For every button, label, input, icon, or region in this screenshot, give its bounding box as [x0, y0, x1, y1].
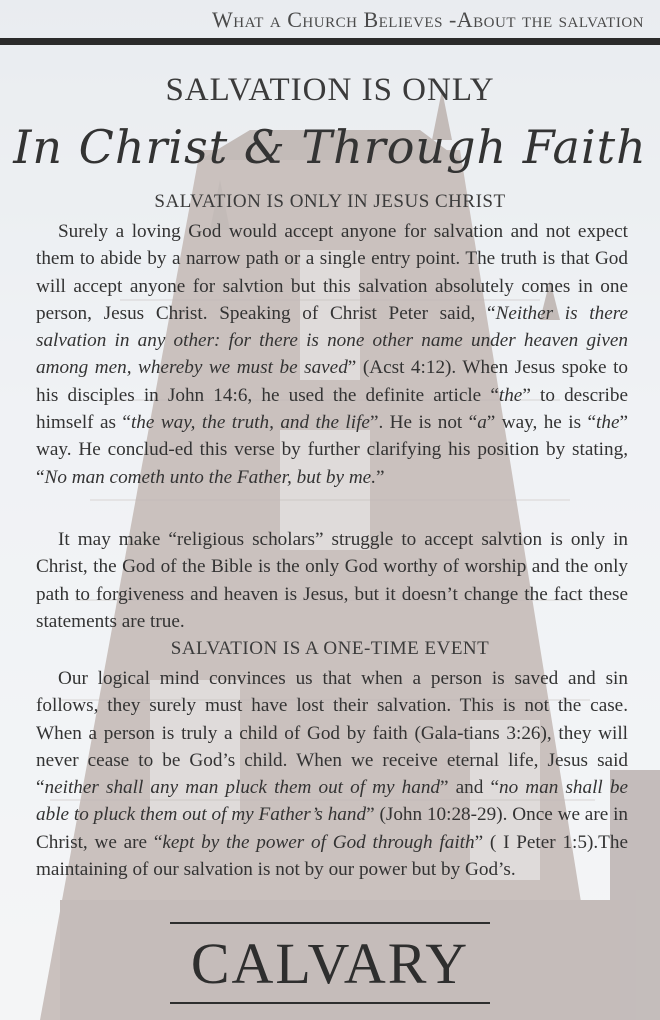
header-divider: [0, 38, 660, 45]
paragraph-2: It may make “religious scholars” struggle to accept salvtion is only in Christ, the God of the Bible is the only God worthy of worship and the only path to forgiveness and heaven is Jesus, but it doesn’t change the fact these statements are true.: [36, 529, 628, 632]
logo-bottom-rule: [170, 1002, 490, 1004]
cross-icon: [306, 924, 354, 1004]
page-title: SALVATION IS ONLY: [165, 72, 495, 108]
scripture-quote: No man cometh unto the Father, but by me.: [44, 466, 376, 488]
paragraph-3: Our logical mind convinces us that when a person is saved and sin follows, they surely must have lost their salvation. This is not the case. When a person is truly a child of God by faith (Gala-tians 3:26), they will never cease to be God’s child. When we receive eternal life, Jesus said “neither shall any man pluck them out of my hand” and “no man shall be able to pluck them out of my Father’s hand” (John 10:28-29). Once we are in Christ, we are “kept by the power of God through faith” ( I Peter 1:5).The maintaining of our salvation is not by our power but by God’s.: [36, 668, 628, 881]
section-heading-2: SALVATION IS A ONE-TIME EVENT: [170, 638, 490, 659]
scripture-quote: Neither is there salvation in any other: for there is none other name under heaven given among men, whereby we must be saved: [36, 302, 628, 379]
scripture-quote: neither shall any man pluck them out of my hand: [44, 777, 441, 799]
scripture-quote: kept by the power of God through faith: [162, 831, 475, 853]
scripture-quote: a: [477, 412, 487, 434]
page-subtitle: In Christ & Through Faith: [13, 120, 647, 174]
section-heading-1: SALVATION IS ONLY IN JESUS CHRIST: [154, 191, 506, 212]
header-text: What a Church Believes -About the salvation: [212, 7, 644, 32]
scripture-quote: the: [498, 384, 523, 406]
paragraph-1: Surely a loving God would accept anyone for salvation and not expect them to abide by a narrow path or a single entry point. The truth is that God will accept anyone for salvtion but this salvation absolutely comes in one person, Jesus Christ. Speaking of Christ Peter said, “Neither is there salvation in any other: for there is none other name under heaven given among men, whereby we must be saved” (Acst 4:12). When Jesus spoke to his disciples in John 14:6, he used the definite article “the” to describe himself as “the way, the truth, and the life”. He is not “a” way, he is “the” way. He conclud-ed this verse by further clarifying his position by stating, “No man cometh unto the Father, but by me.”: [36, 221, 628, 488]
scripture-quote: the way, the truth, and the life: [130, 412, 370, 434]
scripture-quote: no man shall be able to pluck them out of my Father’s hand: [36, 777, 628, 826]
scripture-quote: the: [596, 412, 620, 434]
calvary-logo: [170, 922, 490, 1006]
page-header: [0, 0, 660, 40]
logo-text: CALVARY: [190, 931, 470, 996]
